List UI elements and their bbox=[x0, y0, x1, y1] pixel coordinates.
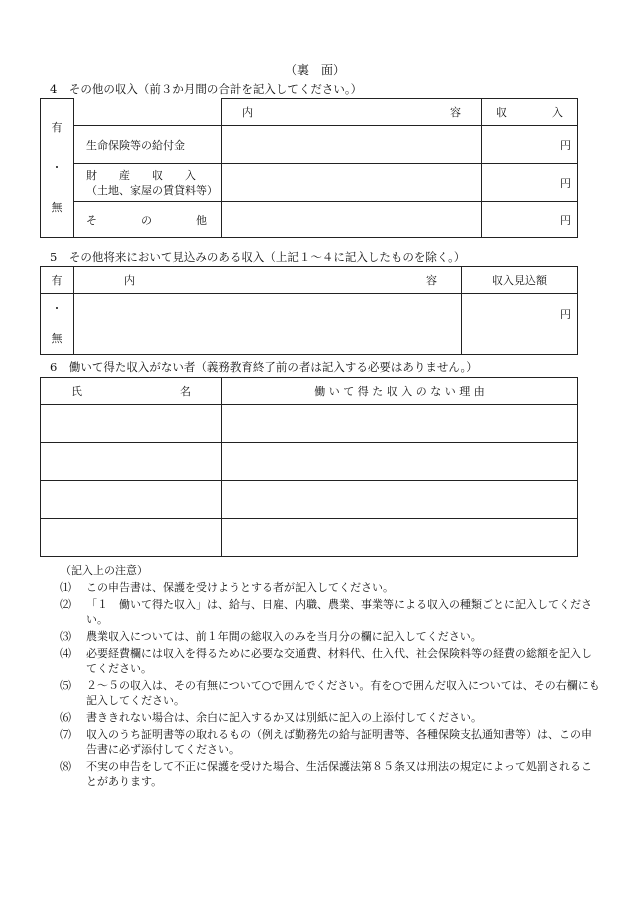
page-title: （裏 面） bbox=[284, 63, 345, 77]
row-label-property-income: 財 産 収 入 （土地、家屋の賃貸料等） bbox=[74, 164, 222, 202]
reason-cell[interactable] bbox=[222, 405, 578, 443]
note-item: ⑹ 書ききれない場合は、余白に記入するか又は別紙に記入の上添付してください。 bbox=[60, 711, 482, 724]
name-cell[interactable] bbox=[41, 519, 222, 557]
row-content-other[interactable] bbox=[222, 202, 482, 238]
umu-no: 無 bbox=[51, 201, 63, 214]
umu-dot: ・ bbox=[51, 302, 63, 315]
reason-cell[interactable] bbox=[222, 519, 578, 557]
header-naiyo: 内 容 bbox=[74, 267, 462, 294]
row-label-life-insurance: 生命保険等の給付金 bbox=[74, 126, 222, 164]
note-item: ⑸ ２～５の収入は、その有無について○で囲んでください。有を○で囲んだ収入については、その右欄にも記入してください。 bbox=[60, 679, 600, 707]
row-amount-other[interactable]: 円 bbox=[482, 202, 578, 238]
header-shunyu: 収 入 bbox=[482, 99, 578, 126]
row-amount-property-income[interactable]: 円 bbox=[482, 164, 578, 202]
umu-yes: 有 bbox=[51, 121, 63, 134]
note-item: ⑵ 「１ 働いて得た収入」は、給与、日雇、内職、農業、事業等による収入の種類ごとに記入してください。 bbox=[60, 598, 592, 626]
notes-heading: （記入上の注意） bbox=[60, 564, 148, 577]
row-content-property-income[interactable] bbox=[222, 164, 482, 202]
umu-dot: ・ bbox=[51, 161, 63, 174]
row-amount-life-insurance[interactable]: 円 bbox=[482, 126, 578, 164]
note-item: ⑺ 収入のうち証明書等の取れるもの（例えば勤務先の給与証明書等、各種保険支払通知書等）は、この申告書に必ず添付してください。 bbox=[60, 728, 592, 756]
section-6-heading: 6 働いて得た収入がない者（義務教育終了前の者は記入する必要はありません。） bbox=[50, 360, 478, 374]
header-amount: 収入見込額 bbox=[462, 267, 578, 294]
name-cell[interactable] bbox=[41, 405, 222, 443]
name-cell[interactable] bbox=[41, 481, 222, 519]
future-income-content[interactable] bbox=[74, 294, 462, 355]
future-income-amount[interactable]: 円 bbox=[462, 294, 578, 355]
reason-cell[interactable] bbox=[222, 481, 578, 519]
umu-no: 無 bbox=[51, 332, 63, 345]
note-item: ⑷ 必要経費欄には収入を得るために必要な交通費、材料代、仕入代、社会保険料等の経費の総額を記入してください。 bbox=[60, 647, 592, 675]
other-income-table bbox=[40, 98, 578, 238]
umu-yes: 有 bbox=[41, 267, 74, 294]
reason-cell[interactable] bbox=[222, 443, 578, 481]
no-income-table bbox=[40, 377, 578, 557]
future-income-table bbox=[40, 266, 578, 355]
note-item: ⑴ この申告書は、保護を受けようとする者が記入してください。 bbox=[60, 581, 394, 594]
notes-section bbox=[42, 563, 602, 791]
row-content-life-insurance[interactable] bbox=[222, 126, 482, 164]
name-cell[interactable] bbox=[41, 443, 222, 481]
section-5-heading: 5 その他将来において見込みのある収入（上記１～４に記入したものを除く。） bbox=[50, 250, 466, 264]
header-name: 氏 名 bbox=[41, 378, 222, 405]
umu-cell[interactable] bbox=[41, 99, 74, 238]
row-label-other: そ の 他 bbox=[74, 202, 222, 238]
note-item: ⑻ 不実の申告をして不正に保護を受けた場合、生活保護法第８５条又は刑法の規定によって処罰されることがあります。 bbox=[60, 760, 592, 788]
header-naiyo: 内 容 bbox=[222, 99, 482, 126]
note-item: ⑶ 農業収入については、前１年間の総収入のみを当月分の欄に記入してください。 bbox=[60, 630, 482, 643]
header-reason: 働 い て 得 た 収 入 の な い 理 由 bbox=[222, 378, 578, 405]
umu-cell[interactable] bbox=[41, 294, 74, 355]
section-4-heading: 4 その他の収入（前３か月間の合計を記入してください。） bbox=[50, 82, 363, 96]
